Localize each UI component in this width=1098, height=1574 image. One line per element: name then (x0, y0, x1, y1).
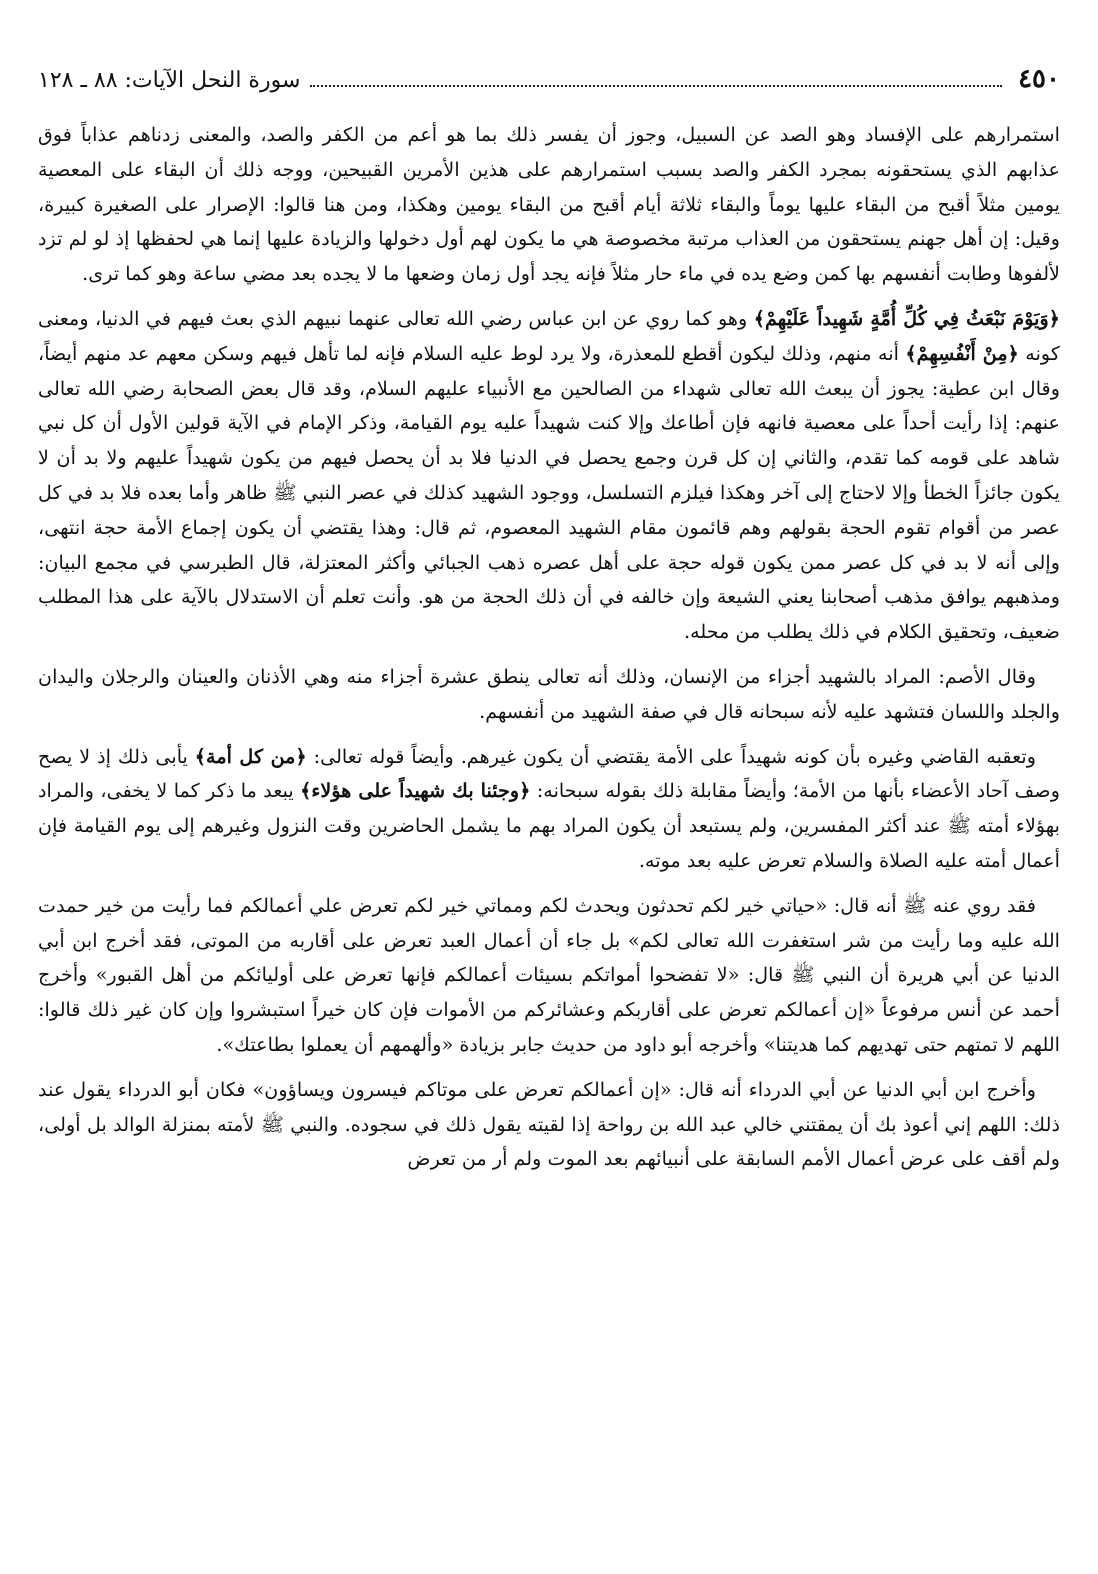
paragraph (38, 660, 1060, 730)
paragraph (38, 889, 1060, 1063)
document-page (38, 64, 1060, 1554)
running-title: سورة النحل الآيات: ٨٨ ـ ١٢٨ (38, 68, 301, 93)
page-number: ٤٥٠ (1018, 64, 1060, 94)
text-run: أنه منهم، وذلك ليكون أقطع للمعذرة، ولا يرد لوط عليه السلام فإنه لما تأهل فيهم وسكن معهم عد منهم أيضاً، وقال ابن عطية: يجوز أن يبعث الله تعالى شهداء من الصالحين مع الأنبياء عليهم السلام، وقد قال بعض الصحابة رضي الله تعالى عنهم: إذا رأيت أحداً على معصية فانهه فإن أطاعك وإلا كنت شهيداً عليه يوم القيامة، وذكر الإمام في الآية قولين الأول أن كل نبي شاهد على قومه كما تقدم، والثاني إن كل قرن وجمع يحصل في الدنيا فلا بد أن يحصل فيهم من يكون شهيداً عليهم ولا بد أن لا يكون جائزاً الخطأ وإلا لاحتاج إلى آخر وهكذا فيلزم التسلسل، ووجود الشهيد كذلك في عصر النبي ﷺ ظاهر وأما بعده فلا بد في كل عصر من أقوام تقوم الحجة بقولهم وهم قائمون مقام الشهيد المعصوم، ثم قال: وهذا يقتضي أن يكون إجماع الأمة حجة انتهى، وإلى أنه لا بد في كل عصر ممن يكون قوله حجة على أهل عصره ذهب الجبائي وأكثر المعتزلة، قال الطبرسي في مجمع البيان: ومذهبهم يوافق مذهب أصحابنا يعني الشيعة وإن خالفه في أن ذلك الحجة من هو. وأنت تعلم أن الاستدلال بالآية على هذا المطلب ضعيف، وتحقيق الكلام في ذلك يطلب من محله. (38, 341, 1060, 644)
paragraph (38, 118, 1060, 292)
text-run: وهو كما روي عن ابن عباس رضي الله تعالى عنهما نبيهم الذي بعث فيهم في الدنيا، ومعنى كونه (38, 306, 1060, 365)
text-run: وقال الأصم: المراد بالشهيد أجزاء من الإنسان، وذلك أنه تعالى ينطق عشرة أجزاء منه وهي الأذنان والعينان والرجلان واليدان والجلد واللسان فتشهد عليه لأنه سبحانه قال في صفة الشهيد من أنفسهم. (38, 664, 1060, 723)
page-body (38, 118, 1060, 1177)
text-run: استمرارهم على الإفساد وهو الصد عن السبيل، وجوز أن يفسر ذلك بما هو أعم من الكفر والصد، والمعنى زدناهم عذاباً فوق عذابهم الذي يستحقونه بمجرد الكفر والصد بسبب استمرارهم على هذين الأمرين القبيحين، ووجه ذلك أن البقاء على المعصية يومين مثلاً أقبح من البقاء عليها يوماً والبقاء ثلاثة أيام أقبح من البقاء يومين وهكذا، ومن هنا قالوا: الإصرار على الصغيرة كبيرة، وقيل: إن أهل جهنم يستحقون من العذاب مرتبة مخصوصة هي ما يكون لهم أول دخولها والزيادة عليها إنما هي لحفظها إذ لو لم تزد لألفوها وطابت أنفسهم بها كمن وضع يده في ماء حار مثلاً فإنه يجد أول زمان وضعها ما لا يجده بعد مضي ساعة وهو كما ترى. (38, 123, 1060, 286)
text-run: فقد روي عنه ﷺ أنه قال: «حياتي خير لكم تحدثون ويحدث لكم ومماتي خير لكم تعرض علي أعمالكم فما رأيت من خير حمدت الله عليه وما رأيت من شر استغفرت الله تعالى لكم» بل جاء أن أعمال العبد تعرض على أقاربه من الموتى، فقد أخرج ابن أبي الدنيا عن أبي هريرة أن النبي ﷺ قال: «لا تفضحوا أمواتكم بسيئات أعمالكم فإنها تعرض على أوليائكم من أهل القبور» وأخرج أحمد عن أنس مرفوعاً «إن أعمالكم تعرض على أقاربكم وعشائركم من الأموات فإن كان خيراً استبشروا وإن كان غير ذلك قالوا: اللهم لا تمتهم حتى تهديهم كما هديتنا» وأخرجه أبو داود من حديث جابر بزيادة «وألهمهم أن يعملوا بطاعتك». (38, 893, 1060, 1056)
text-run: وتعقبه القاضي وغيره بأن كونه شهيداً على الأمة يقتضي أن يكون غيرهم. وأيضاً قوله تعالى: (306, 744, 1036, 768)
text-run: وأخرج ابن أبي الدنيا عن أبي الدرداء أنه قال: «إن أعمالكم تعرض على موتاكم فيسرون ويساؤون» فكان أبو الدرداء يقول عند ذلك: اللهم إني أعوذ بك أن يمقتني خالي عبد الله بن رواحة إذا لقيته يقول ذلك في سجوده. والنبي ﷺ لأمته بمنزلة الوالد بل أولى، ولم أقف على عرض أعمال الأمم السابقة على أنبيائهم بعد الموت ولم أر من تعرض (38, 1077, 1060, 1171)
quran-verse: ﴿مِنْ أَنْفُسِهِمْ﴾ (905, 341, 1019, 365)
quran-verse: ﴿وَيَوْمَ نَبْعَثُ فِي كُلِّ أُمَّةٍ شَهِيداً عَلَيْهِمْ﴾ (753, 306, 1060, 330)
paragraph (38, 1073, 1060, 1177)
quran-verse: ﴿من كل أمة﴾ (194, 744, 307, 768)
paragraph (38, 302, 1060, 650)
quran-verse: ﴿وجئنا بك شهيداً على هؤلاء﴾ (300, 779, 531, 803)
page-header (38, 64, 1060, 104)
paragraph (38, 740, 1060, 879)
text-run: يبعد ما ذكر كما لا يخفى، والمراد بهؤلاء أمته ﷺ عند أكثر المفسرين، ولم يستبعد أن يكون المراد بهم ما يشمل الحاضرين وقت النزول وغيرهم إلى يوم القيامة فإن أعمال أمته عليه الصلاة والسلام تعرض عليه بعد موته. (38, 779, 1060, 872)
header-dotted-leader (310, 69, 1002, 87)
text-run: يأبى ذلك إذ لا يصح وصف آحاد الأعضاء بأنها من الأمة؛ وأيضاً مقابلة ذلك بقوله سبحانه: (38, 744, 1060, 803)
